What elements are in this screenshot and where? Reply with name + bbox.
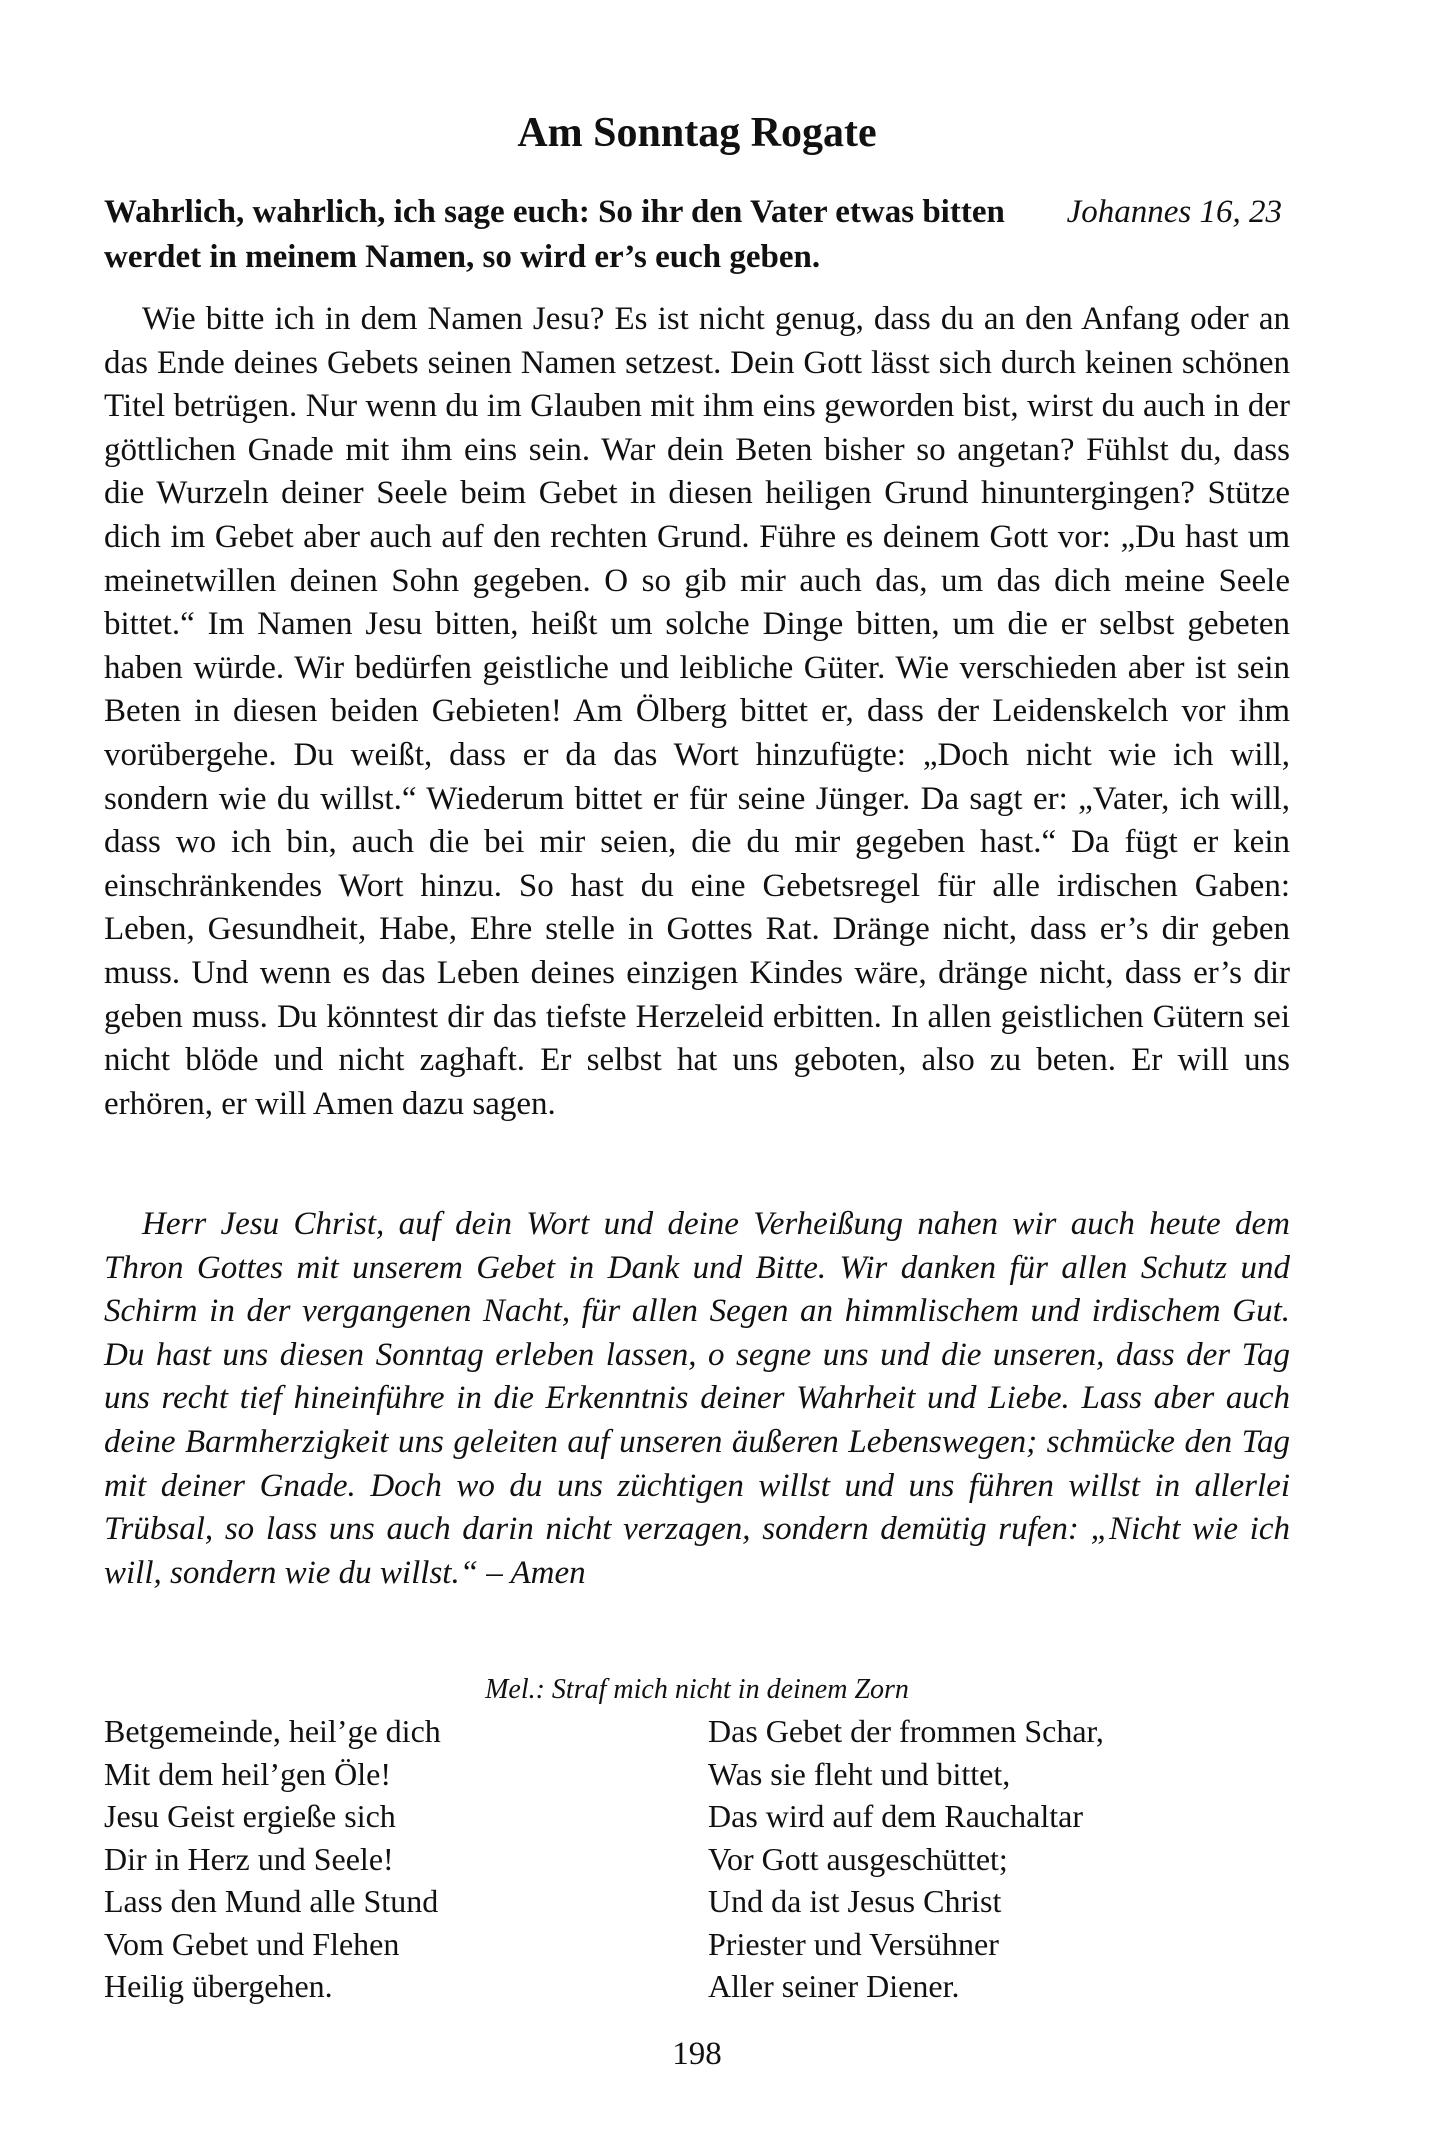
- hymn-line: Jesu Geist ergieße sich: [104, 1798, 396, 1834]
- hymn-line: Betgemeinde, heil’ge dich: [104, 1713, 441, 1749]
- meditation-text: Wie bitte ich in dem Namen Jesu? Es ist nicht genug, dass du an den Anfang oder an das Ende deines Gebets seinen Namen setzest. Dein Gott lässt sich durch keinen schönen Titel betrügen. Nur wenn du im Glauben mit ihm eins geworden bist, wirst du auch in der göttlichen Gnade mit ihm eins sein. War dein Beten bisher so angetan? Fühlst du, dass die Wurzeln deiner Seele beim Gebet in diesen heiligen Grund hinuntergingen? Stütze dich im Gebet aber auch auf den rechten Grund. Führe es deinem Gott vor: „Du hast um meinetwillen deinen Sohn gegeben. O so gib mir auch das, um das dich meine Seele bittet.“ Im Namen Jesu bitten, heißt um solche Dinge bitten, um die er selbst gebeten haben würde. Wir bedürfen geistliche und leibliche Güter. Wie verschieden aber ist sein Beten in diesen beiden Gebieten! Am Ölberg bittet er, dass der Leidenskelch vor ihm vorübergehe. Du weißt, dass er da das Wort hinzufügte: „Doch nicht wie ich will, sondern wie du willst.“ Wiederum bittet er für seine Jünger. Da sagt er: „Vater, ich will, dass wo ich bin, auch die bei mir seien, die du mir gegeben hast.“ Da fügt er kein einschränkendes Wort hinzu. So hast du eine Gebetsregel für alle irdischen Gaben: Leben, Gesundheit, Habe, Ehre stelle in Gottes Rat. Dränge nicht, dass er’s dir geben muss. Und wenn es das Leben deines einzigen Kindes wäre, dränge nicht, dass er’s dir geben muss. Du könntest dir das tiefste Herzeleid erbitten. In allen geistlichen Gütern sei nicht blöde und nicht zaghaft. Er selbst hat uns geboten, also zu beten. Er will uns erhören, er will Amen dazu sagen.: [104, 301, 1290, 1122]
- hymn-line: Aller seiner Diener.: [708, 1968, 960, 2004]
- page-number: 198: [672, 2036, 722, 2072]
- hymn-line: Lass den Mund alle Stund: [104, 1883, 439, 1919]
- hymn-stanza-right: [708, 1710, 1104, 2008]
- hymn-line: Das Gebet der frommen Schar,: [708, 1713, 1104, 1749]
- hymn-line: Vom Gebet und Flehen: [104, 1925, 400, 1962]
- hymn-line: Vor Gott ausgeschüttet;: [708, 1840, 1008, 1877]
- verse-text: Wahrlich, wahrlich, ich sage euch: So ihr den Vater etwas bitten werdet in meinem Namen, so wird er’s euch geben.: [104, 194, 1005, 275]
- book-page: [104, 0, 1290, 2141]
- hymn-line: Was sie fleht und bittet,: [708, 1755, 1011, 1792]
- hymn-melody: Mel.: Straf mich nicht in deinem Zorn: [485, 1674, 909, 1705]
- verse-reference: Johannes 16, 23: [1066, 194, 1282, 230]
- page-title: Am Sonntag Rogate: [517, 110, 877, 156]
- hymn-line: Priester und Versühner: [708, 1925, 999, 1962]
- prayer-text: Herr Jesu Christ, auf dein Wort und deine Verheißung nahen wir auch heute dem Thron Gottes mit unserem Gebet in Dank und Bitte. Wir danken für allen Schutz und Schirm in der vergangenen Nacht, für allen Segen an himmlischem und irdischem Gut. Du hast uns diesen Sonntag erleben lassen, o segne uns und die unseren, dass der Tag uns recht tief hineinführe in die Erkenntnis deiner Wahrheit und Liebe. Lass aber auch deine Barmherzigkeit uns geleiten auf unseren äußeren Lebenswegen; schmücke den Tag mit deiner Gnade. Doch wo du uns züchtigen willst und uns führen willst in allerlei Trübsal, so lass uns auch darin nicht verzagen, sondern demütig rufen: „Nicht wie ich will, sondern wie du willst.“ – Amen: [104, 1206, 1290, 1591]
- hymn-line: Das wird auf dem Rauchaltar: [708, 1798, 1083, 1834]
- bible-verse: [104, 190, 1290, 280]
- hymn-line: Heilig übergehen.: [104, 1968, 333, 2004]
- hymn-line: Dir in Herz und Seele!: [104, 1840, 394, 1877]
- hymn-line: Mit dem heil’gen Öle!: [104, 1755, 392, 1792]
- hymn-stanza-left: [104, 1710, 441, 2008]
- hymn-line: Und da ist Jesus Christ: [708, 1883, 1002, 1919]
